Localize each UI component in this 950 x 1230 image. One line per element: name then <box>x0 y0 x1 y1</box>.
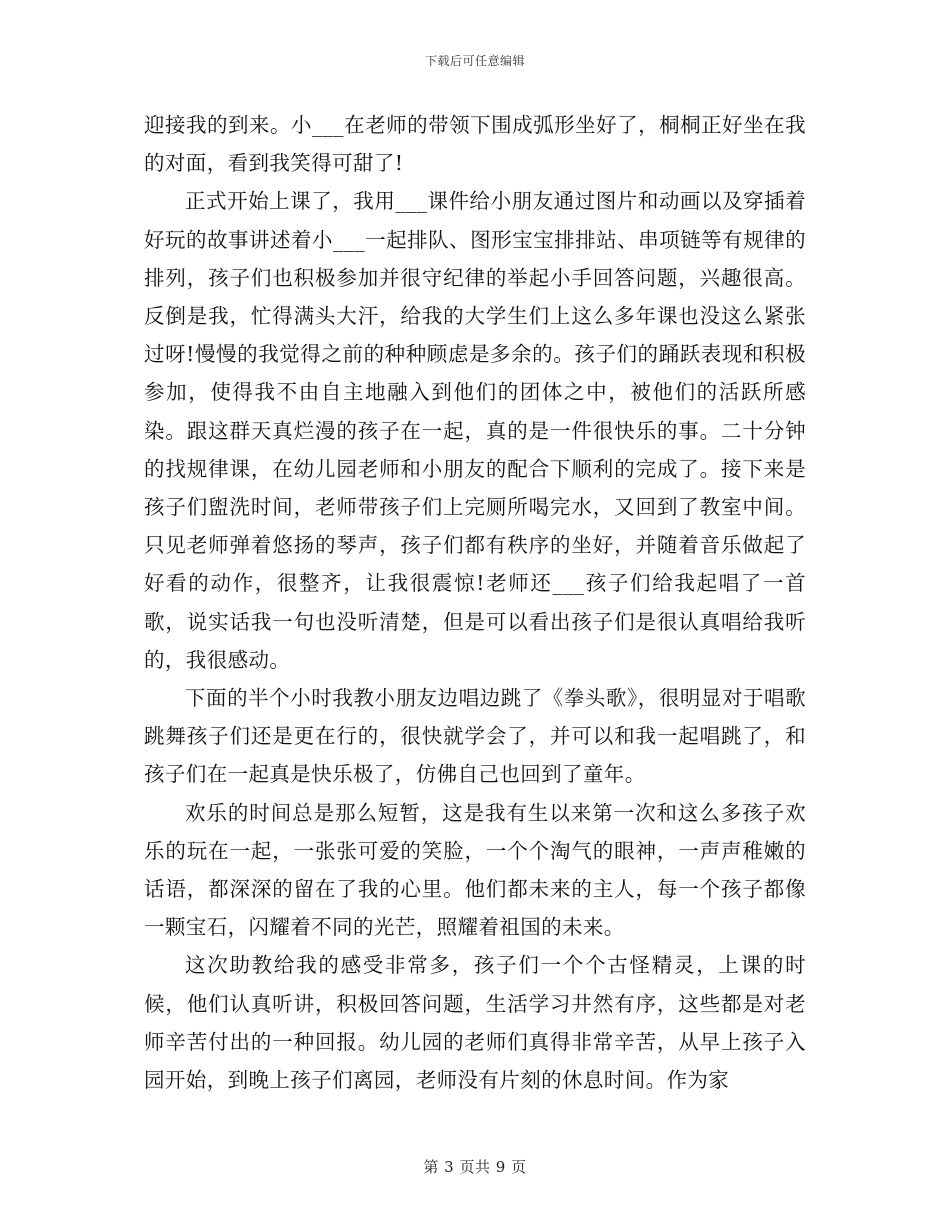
page-header: 下载后可任意编辑 <box>424 54 525 68</box>
paragraph-3: 下面的半个小时我教小朋友边唱边跳了《拳头歌》，很明显对于唱歌跳舞孩子们还是更在行的，很快就学会了，并可以和我一起唱跳了，和孩子们在一起真是快乐极了，仿佛自己也回到了童年。 <box>144 686 806 787</box>
document-body <box>144 106 806 1099</box>
page-footer: 第 3 页共 9 页 <box>423 1158 527 1176</box>
paragraph-1: 迎接我的到来。小___在老师的带领下围成弧形坐好了，桐桐正好坐在我的对面，看到我笑得可甜了! <box>144 113 806 176</box>
paragraph-4: 欢乐的时间总是那么短暂，这是我有生以来第一次和这么多孩子欢乐的玩在一起，一张张可爱的笑脸，一个个淘气的眼神，一声声稚嫩的话语，都深深的留在了我的心里。他们都未来的主人，每一个孩子都像一颗宝石，闪耀着不同的光芒，照耀着祖国的未来。 <box>144 800 806 940</box>
paragraph-2: 正式开始上课了，我用___课件给小朋友通过图片和动画以及穿插着好玩的故事讲述着小___一起排队、图形宝宝排排站、串项链等有规律的排列，孩子们也积极参加并很守纪律的举起小手回答问题，兴趣很高。反倒是我，忙得满头大汗，给我的大学生们上这么多年课也没这么紧张过呀!慢慢的我觉得之前的种种顾虑是多余的。孩子们的踊跃表现和积极参加，使得我不由自主地融入到他们的团体之中，被他们的活跃所感染。跟这群天真烂漫的孩子在一起，真的是一件很快乐的事。二十分钟的找规律课，在幼儿园老师和小朋友的配合下顺利的完成了。接下来是孩子们盥洗时间，老师带孩子们上完厕所喝完水，又回到了教室中间。只见老师弹着悠扬的琴声，孩子们都有秩序的坐好，并随着音乐做起了好看的动作，很整齐，让我很震惊!老师还___孩子们给我起唱了一首歌，说实话我一句也没听清楚，但是可以看出孩子们是很认真唱给我听的，我很感动。 <box>144 189 806 672</box>
paragraph-5: 这次助教给我的感受非常多，孩子们一个个古怪精灵，上课的时候，他们认真听讲，积极回答问题，生活学习井然有序，这些都是对老师辛苦付出的一种回报。幼儿园的老师们真得非常辛苦，从早上孩子入园开始，到晚上孩子们离园，老师没有片刻的休息时间。作为家 <box>144 953 806 1093</box>
